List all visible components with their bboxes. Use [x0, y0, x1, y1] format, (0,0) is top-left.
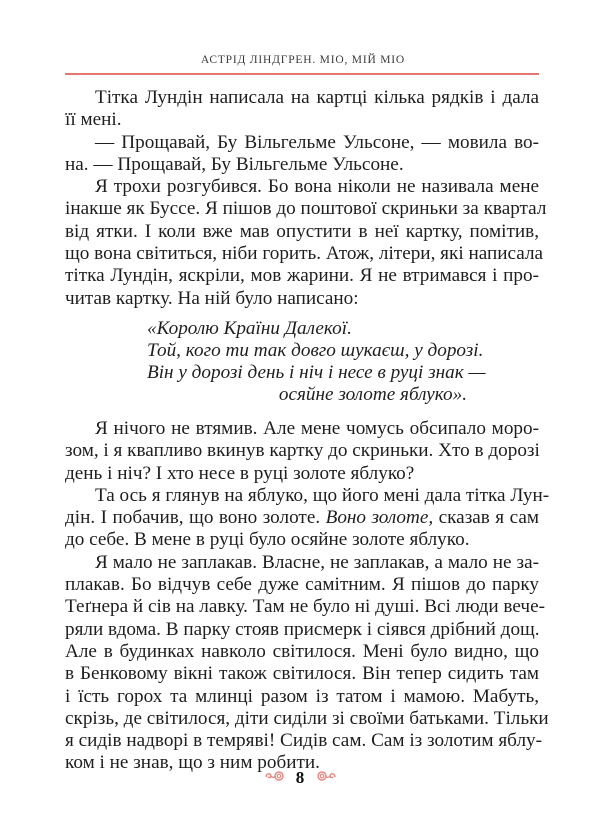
text-line: до себе. В мене в руці було осяйне золоте яблуко.: [65, 529, 470, 551]
text-run: дін. І побачив, що воно золоте.: [65, 507, 326, 529]
text-line: зом, і я квапливо вкинув картку до скриньки. Хто в дорозі: [65, 440, 540, 462]
running-head: АСТРІД ЛІНДГРЕН. МІО, МІЙ МІО: [200, 54, 405, 66]
emphasis-text: Воно золоте,: [325, 507, 434, 529]
page-number: 8: [295, 768, 305, 787]
body-text-part1: [65, 87, 547, 310]
text-line: Я нічого не втямив. Але мене чомусь обсипало моро-: [95, 418, 539, 439]
text-line: і їсть горох та млинці разом із татом і мамою. Мабуть,: [65, 685, 539, 707]
text-line: тітка Лундін, яскріли, мов жарини. Я не втримався і про-: [65, 265, 539, 287]
page-footer: [0, 768, 600, 788]
text-line: читав картку. На ній було написано:: [65, 287, 359, 309]
verse-line: Він у дорозі день і ніч і несе в руці знак —: [147, 362, 486, 383]
swirl-ornament-icon: [315, 769, 337, 785]
text-line: Я трохи розгубився. Бо вона ніколи не називала мене: [95, 176, 539, 198]
text-line: на. — Прощавай, Бу Вільгельме Ульсоне.: [65, 153, 404, 175]
verse-line: осяйне золоте яблуко».: [278, 384, 467, 405]
text-line: я сидів надворі в темряві! Сидів сам. Сам із золотим яблу-: [65, 730, 543, 752]
text-line: плакав. Бо відчув себе дуже самітним. Я пішов до парку: [65, 574, 539, 596]
swirl-ornament-icon: [264, 769, 286, 785]
text-line: Але в будинках навколо світилося. Мені було видно, що: [65, 640, 539, 662]
text-line: в Бенковому вікні також світилося. Він тепер сидить там: [65, 663, 539, 685]
verse-quote: [147, 318, 486, 406]
body-text-part2: [65, 418, 550, 775]
text-line: Тітка Лундін написала на картці кілька рядків і дала: [95, 87, 539, 108]
text-line: інакше як Буссе. Я пішов до поштової скриньки за квартал: [65, 198, 547, 220]
verse-line: «Королю Країни Далекої.: [147, 318, 352, 339]
swirl-ornament-icon-right: [315, 771, 337, 781]
text-run: сказав я сам: [433, 507, 539, 529]
verse-line: Той, кого ти так довго шукаєш, у дорозі.: [147, 340, 484, 361]
text-line: що вона світиться, ніби горить. Атож, літери, які написала: [65, 243, 544, 265]
text-line: від ятки. І коли вже мав опустити в неї картку, помітив,: [65, 220, 539, 242]
text-line: — Прощавай, Бу Вільгельме Ульсоне, — мовила во-: [95, 131, 539, 153]
text-line: Я мало не заплакав. Власне, не заплакав, а мало не за-: [95, 551, 539, 573]
text-line: Та ось я глянув на яблуко, що його мені дала тітка Лун-: [95, 484, 550, 506]
header-rule: [65, 73, 539, 75]
text-line: ком і не знав, що з ним робити.: [65, 752, 320, 774]
text-line: день і ніч? І хто несе в руці золоте яблуко?: [65, 462, 415, 484]
text-line: її мені.: [65, 109, 122, 131]
text-line: Теґнера й сів на лавку. Там не було ні душі. Всі люди вече-: [65, 596, 545, 618]
swirl-ornament-icon-left: [264, 771, 286, 781]
text-line: скрізь, де світилося, діти сиділи зі своїми батьками. Тільки: [65, 707, 549, 729]
text-line: [65, 507, 539, 529]
text-line: ряли вдома. В парку стояв присмерк і сіявся дрібний дощ.: [65, 618, 540, 640]
